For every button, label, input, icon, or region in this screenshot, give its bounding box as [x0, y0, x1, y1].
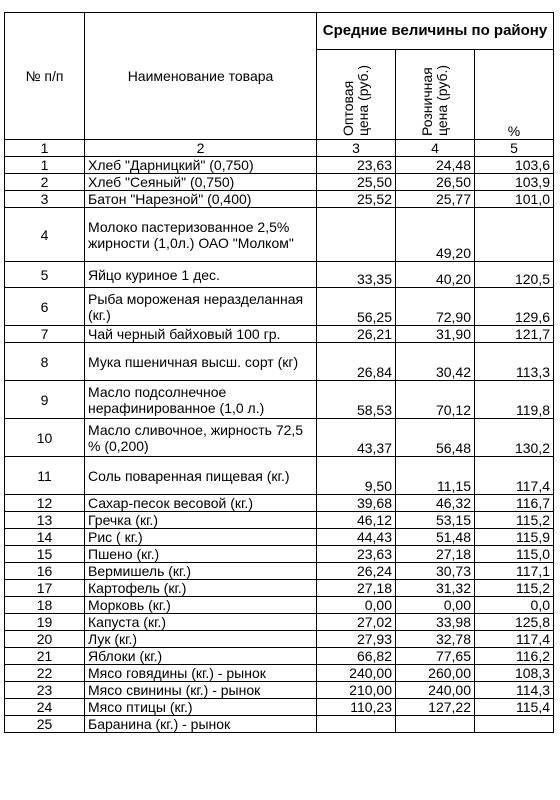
- row-number: 15: [5, 546, 85, 563]
- table-row: [5, 381, 554, 419]
- wholesale-price: [317, 208, 396, 262]
- wholesale-price: 27,93: [317, 631, 396, 648]
- col-name-header: Наименование товара: [85, 13, 317, 140]
- table-row: [5, 326, 554, 343]
- product-name: Яблоки (кг.): [85, 648, 317, 665]
- row-number: 9: [5, 381, 85, 419]
- product-name: Молоко пастеризованное 2,5% жирности (1,0л.) ОАО "Молком": [85, 208, 317, 262]
- retail-price: 24,48: [396, 157, 475, 174]
- retail-price: 30,73: [396, 563, 475, 580]
- percent-value: 116,7: [475, 495, 554, 512]
- product-name: Картофель (кг.): [85, 580, 317, 597]
- retail-price: 31,32: [396, 580, 475, 597]
- product-name: Рыба мороженая неразделанная (кг.): [85, 288, 317, 326]
- wholesale-price: 9,50: [317, 457, 396, 495]
- row-number: 18: [5, 597, 85, 614]
- retail-price: 127,22: [396, 699, 475, 716]
- table-row: [5, 419, 554, 457]
- retail-price: 53,15: [396, 512, 475, 529]
- col-retail-header: [396, 50, 475, 140]
- table-row: [5, 174, 554, 191]
- table-body: [5, 157, 554, 733]
- table-row: [5, 580, 554, 597]
- row-number: 19: [5, 614, 85, 631]
- product-name: Пшено (кг.): [85, 546, 317, 563]
- col-wholesale-header: [317, 50, 396, 140]
- retail-price: 46,32: [396, 495, 475, 512]
- product-name: Яйцо куриное 1 дес.: [85, 262, 317, 288]
- table-row: [5, 665, 554, 682]
- percent-value: 119,8: [475, 381, 554, 419]
- percent-value: 130,2: [475, 419, 554, 457]
- table-row: [5, 457, 554, 495]
- table-row: [5, 157, 554, 174]
- product-name: Гречка (кг.): [85, 512, 317, 529]
- table-row: [5, 208, 554, 262]
- wholesale-price: 210,00: [317, 682, 396, 699]
- wholesale-price: 27,02: [317, 614, 396, 631]
- row-number: 16: [5, 563, 85, 580]
- retail-price: 260,00: [396, 665, 475, 682]
- retail-price: 26,50: [396, 174, 475, 191]
- product-name: Мясо говядины (кг.) - рынок: [85, 665, 317, 682]
- wholesale-price: 23,63: [317, 157, 396, 174]
- percent-value: 115,2: [475, 580, 554, 597]
- table-row: [5, 563, 554, 580]
- retail-price: 31,90: [396, 326, 475, 343]
- price-table: [4, 12, 554, 733]
- index-cell: 4: [396, 140, 475, 157]
- table-row: [5, 699, 554, 716]
- retail-price: 49,20: [396, 208, 475, 262]
- product-name: Мука пшеничная высш. сорт (кг): [85, 343, 317, 381]
- percent-value: [475, 716, 554, 733]
- row-number: 17: [5, 580, 85, 597]
- row-number: 22: [5, 665, 85, 682]
- product-name: Хлеб "Сеяный" (0,750): [85, 174, 317, 191]
- retail-price: 56,48: [396, 419, 475, 457]
- table-row: [5, 682, 554, 699]
- percent-value: 115,2: [475, 512, 554, 529]
- product-name: Морковь (кг.): [85, 597, 317, 614]
- row-number: 3: [5, 191, 85, 208]
- retail-price: 51,48: [396, 529, 475, 546]
- table-row: [5, 495, 554, 512]
- row-number: 13: [5, 512, 85, 529]
- wholesale-price: 66,82: [317, 648, 396, 665]
- row-number: 11: [5, 457, 85, 495]
- table-row: [5, 716, 554, 733]
- percent-value: 108,3: [475, 665, 554, 682]
- col-retail-label: Розничная цена (руб.): [419, 64, 450, 136]
- wholesale-price: 110,23: [317, 699, 396, 716]
- percent-value: 116,2: [475, 648, 554, 665]
- retail-price: 32,78: [396, 631, 475, 648]
- percent-value: 103,6: [475, 157, 554, 174]
- row-number: 4: [5, 208, 85, 262]
- percent-value: 0,0: [475, 597, 554, 614]
- retail-price: 72,90: [396, 288, 475, 326]
- index-cell: 5: [475, 140, 554, 157]
- col-wholesale-label: Оптовая цена (руб.): [340, 64, 371, 136]
- percent-value: 103,9: [475, 174, 554, 191]
- retail-price: 27,18: [396, 546, 475, 563]
- row-number: 10: [5, 419, 85, 457]
- wholesale-price: 0,00: [317, 597, 396, 614]
- index-cell: 1: [5, 140, 85, 157]
- wholesale-price: 26,24: [317, 563, 396, 580]
- row-number: 5: [5, 262, 85, 288]
- row-number: 25: [5, 716, 85, 733]
- wholesale-price: 46,12: [317, 512, 396, 529]
- percent-value: 115,0: [475, 546, 554, 563]
- table-row: [5, 614, 554, 631]
- row-number: 2: [5, 174, 85, 191]
- row-number: 7: [5, 326, 85, 343]
- row-number: 20: [5, 631, 85, 648]
- header-row-top: [5, 13, 554, 50]
- table-row: [5, 597, 554, 614]
- product-name: Сахар-песок весовой (кг.): [85, 495, 317, 512]
- product-name: Мясо свинины (кг.) - рынок: [85, 682, 317, 699]
- retail-price: [396, 716, 475, 733]
- percent-value: 117,4: [475, 631, 554, 648]
- row-number: 21: [5, 648, 85, 665]
- wholesale-price: [317, 716, 396, 733]
- col-number-header: № п/п: [5, 13, 85, 140]
- product-name: Рис ( кг.): [85, 529, 317, 546]
- percent-value: 115,9: [475, 529, 554, 546]
- row-number: 12: [5, 495, 85, 512]
- percent-value: [475, 208, 554, 262]
- retail-price: 30,42: [396, 343, 475, 381]
- product-name: Соль поваренная пищевая (кг.): [85, 457, 317, 495]
- product-name: Чай черный байховый 100 гр.: [85, 326, 317, 343]
- index-row: [5, 140, 554, 157]
- product-name: Вермишель (кг.): [85, 563, 317, 580]
- wholesale-price: 58,53: [317, 381, 396, 419]
- retail-price: 11,15: [396, 457, 475, 495]
- percent-value: 125,8: [475, 614, 554, 631]
- table-row: [5, 191, 554, 208]
- wholesale-price: 56,25: [317, 288, 396, 326]
- product-name: Лук (кг.): [85, 631, 317, 648]
- table-row: [5, 529, 554, 546]
- index-cell: 3: [317, 140, 396, 157]
- product-name: Хлеб "Дарницкий" (0,750): [85, 157, 317, 174]
- table-row: [5, 262, 554, 288]
- wholesale-price: 25,52: [317, 191, 396, 208]
- wholesale-price: 25,50: [317, 174, 396, 191]
- index-cell: 2: [85, 140, 317, 157]
- percent-value: 113,3: [475, 343, 554, 381]
- product-name: Масло подсолнечное нерафинированное (1,0 л.): [85, 381, 317, 419]
- retail-price: 70,12: [396, 381, 475, 419]
- product-name: Баранина (кг.) - рынок: [85, 716, 317, 733]
- wholesale-price: 33,35: [317, 262, 396, 288]
- row-number: 24: [5, 699, 85, 716]
- table-row: [5, 631, 554, 648]
- table-row: [5, 512, 554, 529]
- row-number: 6: [5, 288, 85, 326]
- percent-value: 120,5: [475, 262, 554, 288]
- retail-price: 25,77: [396, 191, 475, 208]
- product-name: Капуста (кг.): [85, 614, 317, 631]
- row-number: 8: [5, 343, 85, 381]
- group-header: Средние величины по району: [317, 13, 554, 50]
- row-number: 14: [5, 529, 85, 546]
- product-name: Батон "Нарезной" (0,400): [85, 191, 317, 208]
- percent-value: 114,3: [475, 682, 554, 699]
- percent-value: 117,4: [475, 457, 554, 495]
- percent-value: 121,7: [475, 326, 554, 343]
- percent-value: 101,0: [475, 191, 554, 208]
- row-number: 1: [5, 157, 85, 174]
- wholesale-price: 43,37: [317, 419, 396, 457]
- percent-value: 117,1: [475, 563, 554, 580]
- wholesale-price: 23,63: [317, 546, 396, 563]
- wholesale-price: 44,43: [317, 529, 396, 546]
- retail-price: 77,65: [396, 648, 475, 665]
- retail-price: 33,98: [396, 614, 475, 631]
- percent-value: 129,6: [475, 288, 554, 326]
- retail-price: 40,20: [396, 262, 475, 288]
- table-row: [5, 648, 554, 665]
- col-percent-header: %: [475, 50, 554, 140]
- row-number: 23: [5, 682, 85, 699]
- table-row: [5, 343, 554, 381]
- table-row: [5, 288, 554, 326]
- wholesale-price: 39,68: [317, 495, 396, 512]
- wholesale-price: 26,84: [317, 343, 396, 381]
- wholesale-price: 27,18: [317, 580, 396, 597]
- retail-price: 240,00: [396, 682, 475, 699]
- table-row: [5, 546, 554, 563]
- wholesale-price: 240,00: [317, 665, 396, 682]
- retail-price: 0,00: [396, 597, 475, 614]
- wholesale-price: 26,21: [317, 326, 396, 343]
- product-name: Мясо птицы (кг.): [85, 699, 317, 716]
- product-name: Масло сливочное, жирность 72,5 % (0,200): [85, 419, 317, 457]
- percent-value: 115,4: [475, 699, 554, 716]
